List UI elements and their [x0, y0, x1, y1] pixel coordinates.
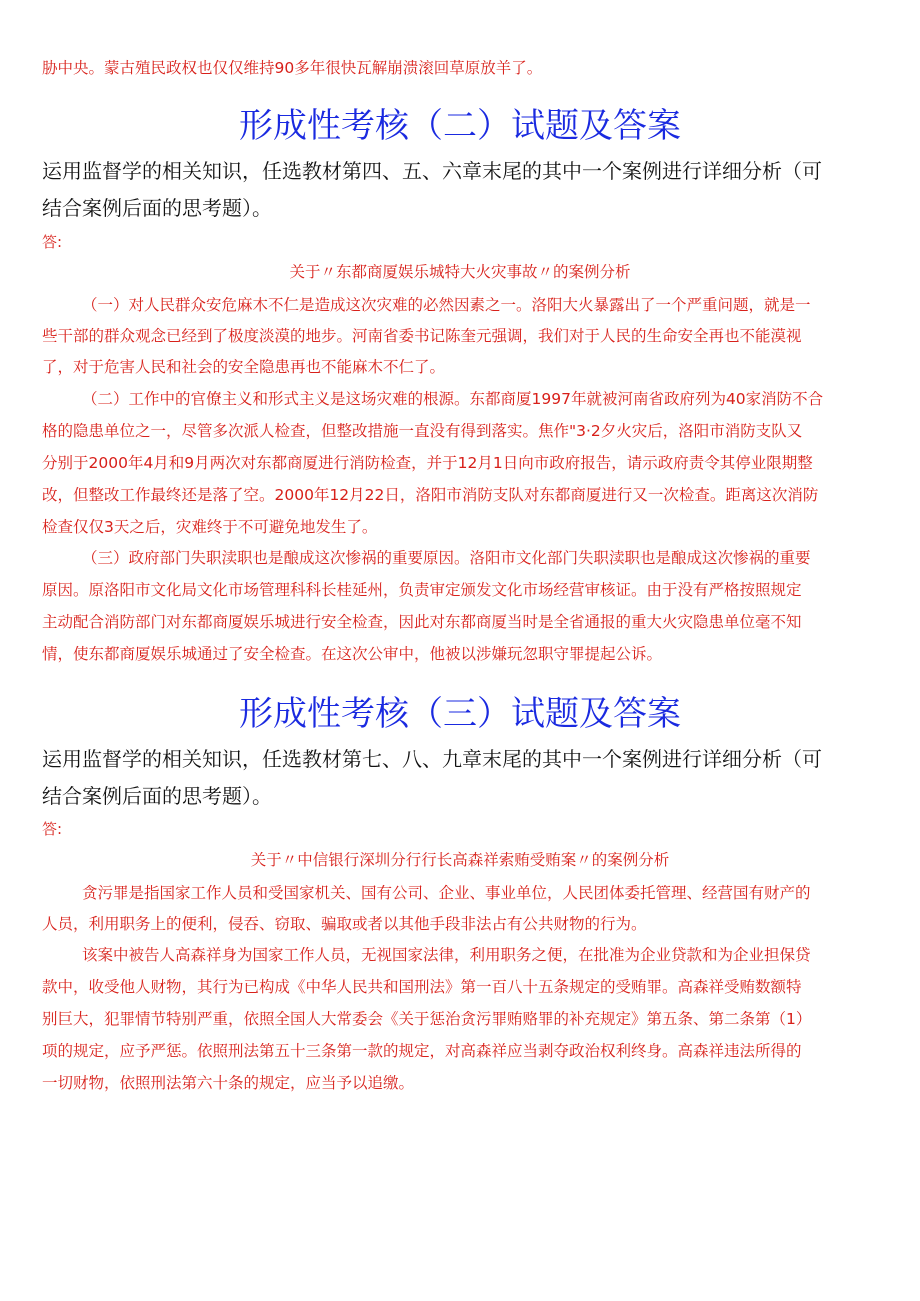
- intro-line: 胁中央。蒙古殖民政权也仅仅维持90多年很快瓦解崩溃滚回草原放羊了。: [42, 59, 543, 77]
- section2-p2-line2: 格的隐患单位之一，尽管多次派人检查，但整改措施一直没有得到落实。焦作"3·2夕火灾后，洛阳市消防支队又: [42, 422, 803, 440]
- section2-p2-line3: 分别于2000年4月和9月两次对东都商厦进行消防检查，并于12月1日向市政府报告，请示政府责令其停业限期整: [42, 454, 813, 472]
- section2-p2-line1: （二）工作中的官僚主义和形式主义是这场灾难的根源。东都商厦1997年就被河南省政府列为40家消防不合: [82, 390, 824, 408]
- section3-p2-line2: 款中，收受他人财物，其行为已构成《中华人民共和国刑法》第一百八十五条规定的受贿罪。高森祥受贿数额特: [42, 978, 802, 996]
- section3-p2-line1: 该案中被告人高森祥身为国家工作人员，无视国家法律，利用职务之便，在批准为企业贷款和为企业担保贷: [82, 946, 811, 964]
- section3-answer-label: 答:: [42, 820, 63, 838]
- section3-p1-line2: 人员，利用职务上的便利，侵吞、窃取、骗取或者以其他手段非法占有公共财物的行为。: [42, 915, 647, 933]
- section2-case-title: 关于〃东都商厦娱乐城特大火灾事故〃的案例分析: [289, 263, 631, 281]
- section2-p2-line5: 检查仅仅3天之后，灾难终于不可避免地发生了。: [42, 518, 378, 536]
- section2-p1-line2: 些干部的群众观念已经到了极度淡漠的地步。河南省委书记陈奎元强调，我们对于人民的生命安全再也不能漠视: [42, 327, 802, 345]
- section3-title: 形成性考核（三）试题及答案: [239, 694, 681, 734]
- section3-question-line1: 运用监督学的相关知识，任选教材第七、八、九章末尾的其中一个案例进行详细分析（可: [42, 747, 822, 771]
- section3-p2-line5: 一切财物，依照刑法第六十条的规定，应当予以追缴。: [42, 1074, 415, 1092]
- section3-question-line2: 结合案例后面的思考题）。: [42, 784, 272, 808]
- section3-p1-line1: 贪污罪是指国家工作人员和受国家机关、国有公司、企业、事业单位，人民团体委托管理、经营国有财产的: [82, 884, 811, 902]
- section2-question-line2: 结合案例后面的思考题）。: [42, 196, 272, 220]
- section2-title: 形成性考核（二）试题及答案: [239, 106, 681, 146]
- section3-p2-line3: 别巨大，犯罪情节特别严重，依照全国人大常委会《关于惩治贪污罪贿赂罪的补充规定》第五条、第二条第（1）: [42, 1010, 812, 1028]
- section2-p2-line4: 改，但整改工作最终还是落了空。2000年12月22日，洛阳市消防支队对东都商厦进行又一次检查。距离这次消防: [42, 486, 819, 504]
- section2-p1-line1: （一）对人民群众安危麻木不仁是造成这次灾难的必然因素之一。洛阳大火暴露出了一个严重问题，就是一: [82, 296, 811, 314]
- section2-p3-line2: 原因。原洛阳市文化局文化市场管理科科长桂延州，负责审定颁发文化市场经营审核证。由于没有严格按照规定: [42, 581, 802, 599]
- section2-answer-label: 答:: [42, 233, 63, 251]
- section2-p3-line1: （三）政府部门失职渎职也是酿成这次惨祸的重要原因。洛阳市文化部门失职渎职也是酿成这次惨祸的重要: [82, 549, 811, 567]
- section3-case-title: 关于〃中信银行深圳分行行长高森祥索贿受贿案〃的案例分析: [250, 851, 670, 869]
- section2-question-line1: 运用监督学的相关知识，任选教材第四、五、六章末尾的其中一个案例进行详细分析（可: [42, 159, 822, 183]
- section3-p2-line4: 项的规定，应予严惩。依照刑法第五十三条第一款的规定，对高森祥应当剥夺政治权利终身。高森祥违法所得的: [42, 1042, 802, 1060]
- section2-p1-line3: 了，对于危害人民和社会的安全隐患再也不能麻木不仁了。: [42, 358, 446, 376]
- section2-p3-line4: 情，使东都商厦娱乐城通过了安全检查。在这次公审中，他被以涉嫌玩忽职守罪提起公诉。: [42, 645, 663, 663]
- section2-p3-line3: 主动配合消防部门对东都商厦娱乐城进行安全检查，因此对东都商厦当时是全省通报的重大火灾隐患单位毫不知: [42, 613, 802, 631]
